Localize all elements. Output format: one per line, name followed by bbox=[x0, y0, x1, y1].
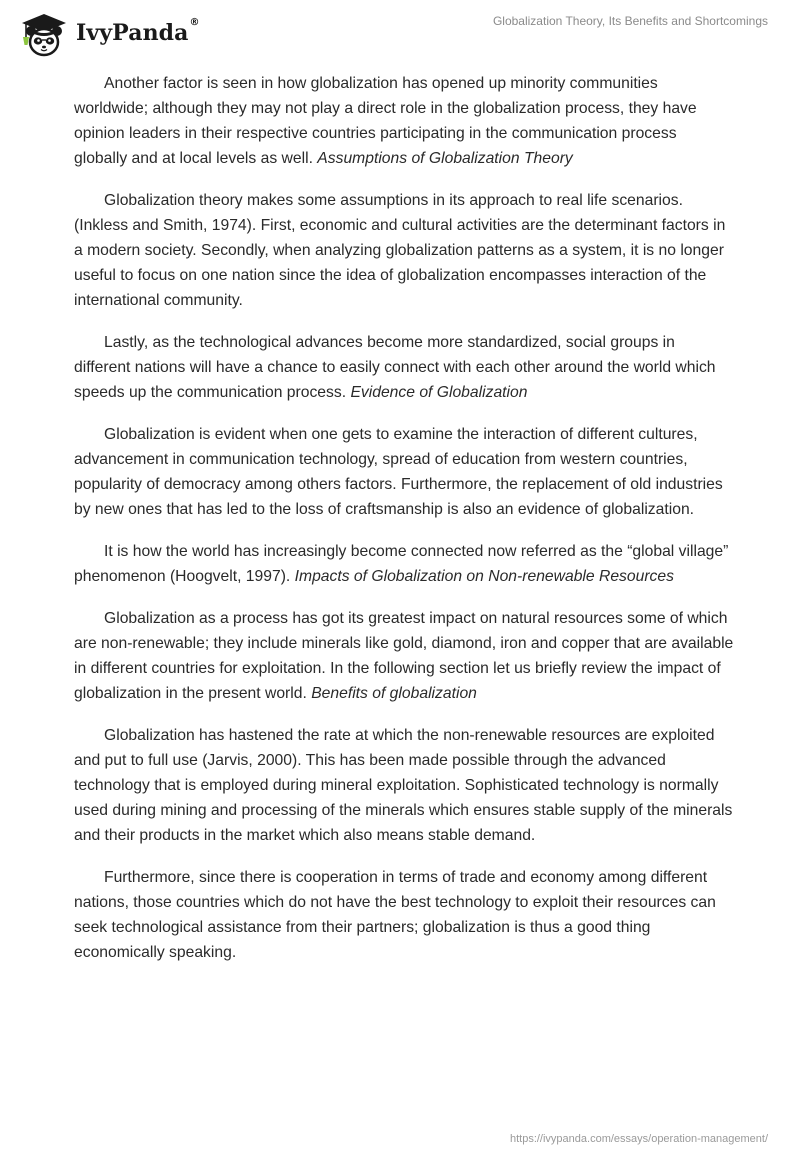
paragraph bbox=[74, 330, 734, 405]
paragraph-text: It is how the world has increasingly become connected now referred as the “global village” phenomenon (Hoogvelt, 1997). bbox=[74, 543, 729, 585]
paragraph bbox=[74, 188, 734, 313]
paragraph bbox=[74, 422, 734, 522]
paragraph-text: Lastly, as the technological advances become more standardized, social groups in different nations will have a chance to easily connect with each other around the world which speeds up the communication process. bbox=[74, 334, 716, 401]
paragraph bbox=[74, 723, 734, 848]
paragraph bbox=[74, 539, 734, 589]
section-heading: Evidence of Globalization bbox=[350, 384, 528, 401]
paragraph-text: Globalization has hastened the rate at which the non-renewable resources are exploited and put to full use (Jarvis, 2000). This has been made possible through the advanced technology that is employed during mineral exploitation. Sophisticated technology is normally used during mining and processing of the minerals which ensures stable supply of the minerals and their products in the market which also means stable demand. bbox=[74, 727, 733, 844]
section-heading: Impacts of Globalization on Non-renewable Resources bbox=[294, 568, 674, 585]
paragraph-text: Globalization is evident when one gets to examine the interaction of different cultures, advancement in communication technology, spread of education from western countries, popularity of democracy among others factors. Furthermore, the replacement of old industries by new ones that has led to the loss of craftsmanship is also an evidence of globalization. bbox=[74, 426, 723, 518]
registered-mark: ® bbox=[189, 17, 200, 28]
paragraph bbox=[74, 71, 734, 171]
essay-body bbox=[74, 71, 734, 982]
paragraph-text: Another factor is seen in how globalization has opened up minority communities worldwide; although they may not play a direct role in the globalization process, they have opinion leaders in their respective countries participating in the communication process globally and at local levels as well. bbox=[74, 75, 697, 167]
section-heading: Benefits of globalization bbox=[311, 685, 477, 702]
section-heading: Assumptions of Globalization Theory bbox=[317, 150, 573, 167]
paragraph bbox=[74, 606, 734, 706]
page-header bbox=[0, 0, 800, 70]
brand-logo[interactable] bbox=[14, 9, 200, 59]
paragraph-text: Globalization as a process has got its greatest impact on natural resources some of which are non-renewable; they include minerals like gold, diamond, iron and copper that are available in different countries for exploitation. In the following section let us briefly review the impact of globalization in the present world. bbox=[74, 610, 734, 702]
brand-name bbox=[76, 17, 200, 46]
panda-graduation-cap-icon bbox=[14, 9, 70, 59]
brand-name-text: IvyPanda bbox=[76, 20, 189, 46]
paragraph-text: Globalization theory makes some assumptions in its approach to real life scenarios. (Inkless and Smith, 1974). First, economic and cultural activities are the determinant factors in a modern society. Secondly, when analyzing globalization patterns as a system, it is no longer useful to focus on one nation since the idea of globalization encompasses interaction of the international community. bbox=[74, 192, 726, 309]
source-url-link[interactable]: https://ivypanda.com/essays/operation-management/ bbox=[509, 1133, 768, 1145]
document-title: Globalization Theory, Its Benefits and Shortcomings bbox=[492, 14, 768, 28]
paragraph-text: Furthermore, since there is cooperation in terms of trade and economy among different nations, those countries which do not have the best technology to exploit their resources can seek technological assistance from their partners; globalization is thus a good thing economically speaking. bbox=[74, 869, 716, 961]
paragraph bbox=[74, 865, 734, 965]
